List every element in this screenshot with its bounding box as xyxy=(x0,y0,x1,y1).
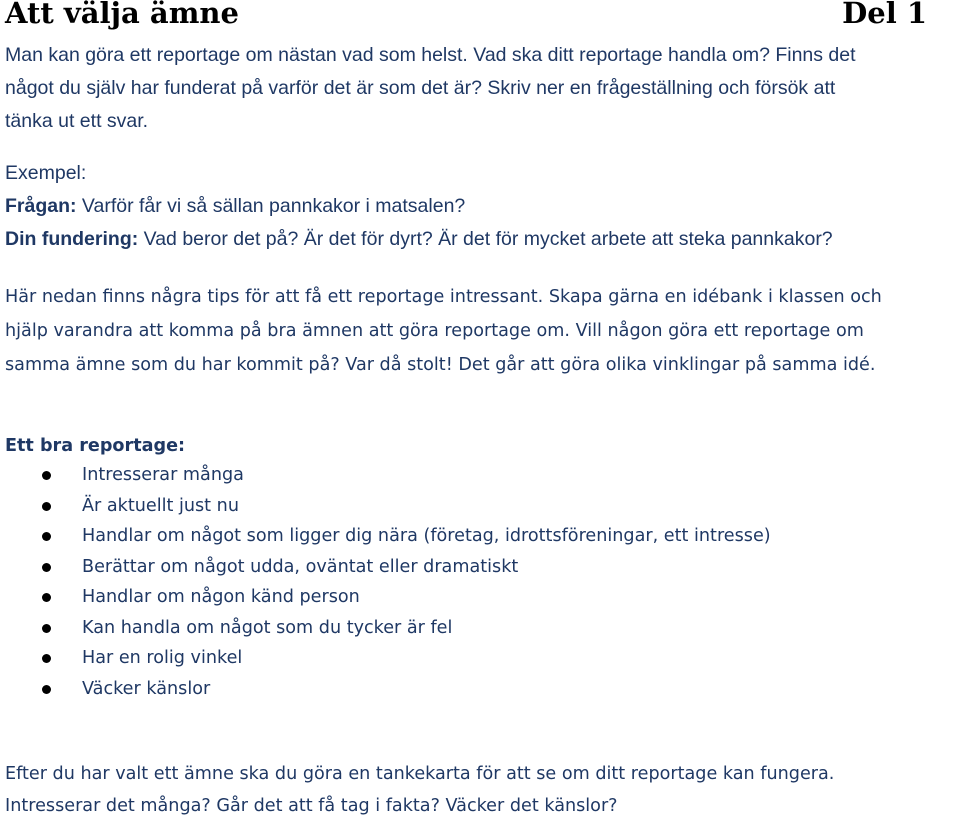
list-item xyxy=(0,643,771,674)
example-question xyxy=(5,190,465,223)
tips-paragraph xyxy=(5,280,955,382)
bullet-list xyxy=(0,460,771,704)
list-item-text: Har en rolig vinkel xyxy=(82,648,243,668)
tips-line: samma ämne som du har kommit på? Var då stolt! Det går att göra olika vinklingar på samma idé. xyxy=(5,355,876,375)
list-item xyxy=(0,582,771,613)
bullet-icon xyxy=(42,502,51,511)
bullet-icon xyxy=(42,563,51,572)
list-item xyxy=(0,491,771,522)
intro-paragraph xyxy=(5,39,950,138)
list-item-text: Väcker känslor xyxy=(82,678,211,699)
example-thought xyxy=(5,223,833,256)
intro-line: något du själv har funderat på varför det är som det är? Skriv ner en frågeställning och försök att xyxy=(5,77,836,99)
list-item-text: Kan handla om något som du tycker är fel xyxy=(82,617,453,638)
list-item-text: Är aktuellt just nu xyxy=(82,495,239,516)
closing-line: Intresserar det många? Går det att få tag i fakta? Väcker det känslor? xyxy=(5,796,618,816)
closing-paragraph xyxy=(5,758,834,822)
question-label: Frågan: xyxy=(5,195,77,217)
tips-line: hjälp varandra att komma på bra ämnen att göra reportage om. Vill någon göra ett reportage om xyxy=(5,321,864,341)
list-item xyxy=(0,460,771,491)
list-item-text: Handlar om något som ligger dig nära (företag, idrottsföreningar, ett intresse) xyxy=(82,526,771,546)
list-item-text: Handlar om någon känd person xyxy=(82,587,360,607)
bullet-icon xyxy=(42,654,51,663)
thought-label: Din fundering: xyxy=(5,228,139,250)
title-row xyxy=(5,0,927,36)
list-item-text: Intresserar många xyxy=(82,465,244,485)
question-text: Varför får vi så sällan pannkakor i matsalen? xyxy=(76,195,466,217)
page-title: Att välja ämne xyxy=(5,0,239,30)
intro-line: Man kan göra ett reportage om nästan vad som helst. Vad ska ditt reportage handla om? Finns det xyxy=(5,44,856,66)
part-label: Del 1 xyxy=(842,0,927,30)
example-label: Exempel: xyxy=(5,162,87,184)
list-item-text: Berättar om något udda, oväntat eller dramatiskt xyxy=(82,556,519,577)
bullet-icon xyxy=(42,471,51,480)
thought-text: Vad beror det på? Är det för dyrt? Är det för mycket arbete att steka pannkakor? xyxy=(138,228,833,250)
bullet-icon xyxy=(42,532,51,541)
list-item xyxy=(0,521,771,552)
closing-line: Efter du har valt ett ämne ska du göra en tankekarta för att se om ditt reportage kan fungera. xyxy=(5,764,835,784)
tips-line: Här nedan finns några tips för att få ett reportage intressant. Skapa gärna en idébank i klassen och xyxy=(5,287,882,307)
bullet-icon xyxy=(42,593,51,602)
list-heading: Ett bra reportage: xyxy=(5,436,186,456)
intro-line: tänka ut ett svar. xyxy=(5,110,149,132)
list-item xyxy=(0,552,771,583)
bullet-icon xyxy=(42,685,51,694)
list-item xyxy=(0,674,771,705)
bullet-icon xyxy=(42,624,51,633)
list-item xyxy=(0,613,771,644)
